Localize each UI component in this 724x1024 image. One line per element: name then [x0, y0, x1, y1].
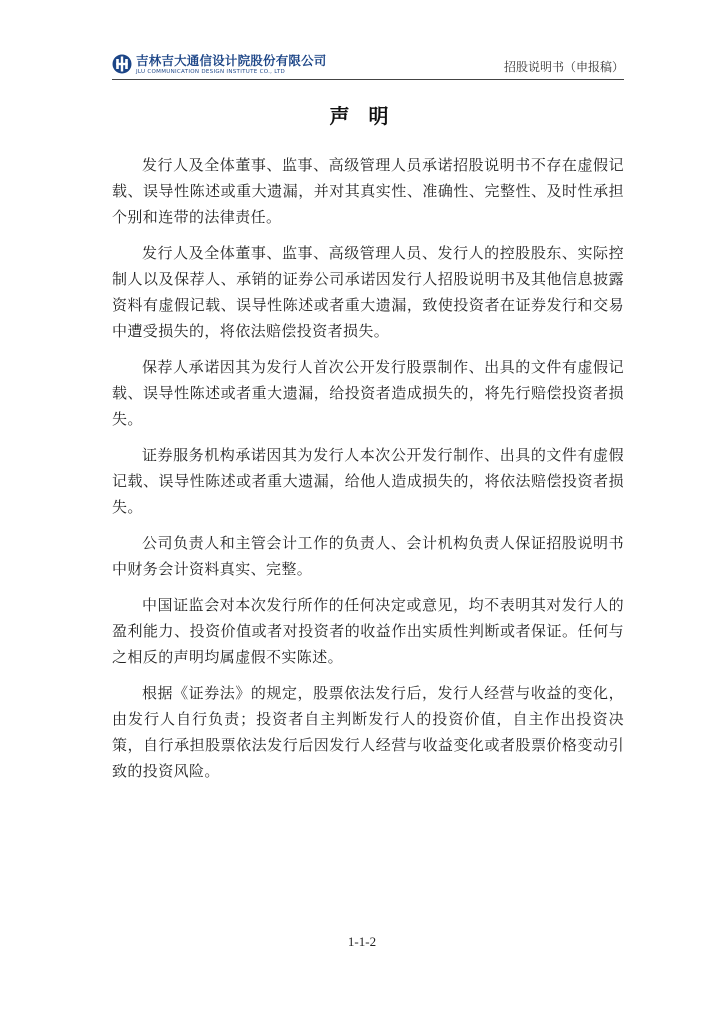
- company-name-en: JLU COMMUNICATION DESIGN INSTITUTE CO., LTD: [136, 69, 286, 75]
- declaration-body: [112, 152, 624, 794]
- page-title: 声 明: [329, 104, 395, 128]
- paragraph-6: 中国证监会对本次发行所作的任何决定或意见，均不表明其对发行人的盈利能力、投资价值或者对投资者的收益作出实质性判断或者保证。任何与之相反的声明均属虚假不实陈述。: [112, 596, 624, 666]
- paragraph-5: 公司负责人和主管会计工作的负责人、会计机构负责人保证招股说明书中财务会计资料真实、完整。: [112, 534, 624, 578]
- paragraph-7: 根据《证券法》的规定，股票依法发行后，发行人经营与收益的变化，由发行人自行负责；投资者自主判断发行人的投资价值，自主作出投资决策，自行承担股票依法发行后因发行人经营与收益变化或者股票价格变动引致的投资风险。: [112, 684, 624, 780]
- page-number: 1-1-2: [347, 934, 377, 949]
- document-label: 招股说明书（申报稿）: [503, 60, 624, 74]
- paragraph-1: 发行人及全体董事、监事、高级管理人员承诺招股说明书不存在虚假记载、误导性陈述或重大遗漏，并对其真实性、准确性、完整性、及时性承担个别和连带的法律责任。: [112, 156, 624, 226]
- paragraph-2: 发行人及全体董事、监事、高级管理人员、发行人的控股股东、实际控制人以及保荐人、承销的证券公司承诺因发行人招股说明书及其他信息披露资料有虚假记载、误导性陈述或者重大遗漏，致使投资者在证券发行和交易中遭受损失的，将依法赔偿投资者损失。: [112, 244, 624, 340]
- paragraph-4: 证券服务机构承诺因其为发行人本次公开发行制作、出具的文件有虚假记载、误导性陈述或者重大遗漏，给他人造成损失的，将依法赔偿投资者损失。: [112, 446, 624, 516]
- company-name-cn: 吉林吉大通信设计院股份有限公司: [136, 53, 327, 68]
- company-logo-icon: [112, 54, 132, 74]
- header-divider: [112, 79, 624, 80]
- paragraph-3: 保荐人承诺因其为发行人首次公开发行股票制作、出具的文件有虚假记载、误导性陈述或者重大遗漏，给投资者造成损失的，将先行赔偿投资者损失。: [112, 358, 624, 428]
- page-header: [112, 54, 624, 80]
